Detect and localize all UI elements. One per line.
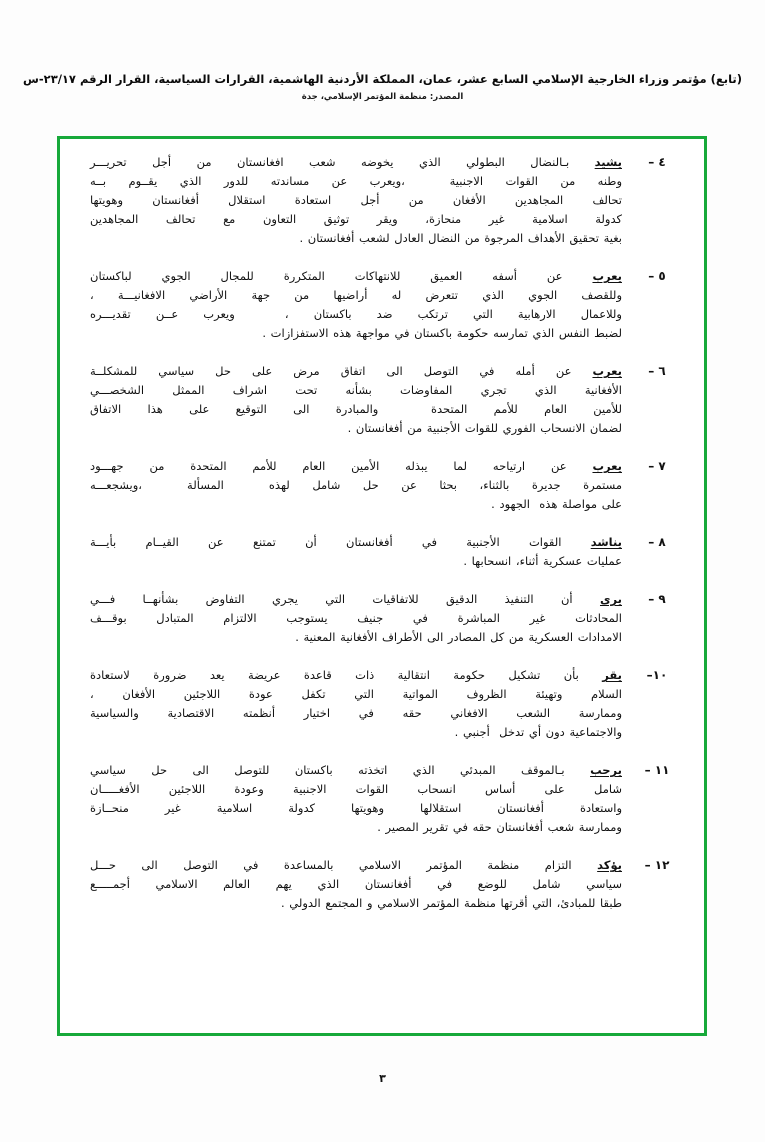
- clause-line: سياسي شامل للوضع في أفغانستان الذي يهم العالم الاسلامي أجمـــــع: [90, 877, 622, 891]
- clause-line: يؤكد التزام منظمة المؤتمر الاسلامي بالمساعدة في التوصل الى حـــل: [90, 858, 622, 872]
- clause-line: وللاعمال الارهابية التي ترتكب ضد باكستان ، ويعرب عــن تقديـــره: [90, 307, 622, 321]
- clause-line: عمليات عسكرية أثناء، انسحابها .: [463, 554, 622, 568]
- clause-line: المحادثات غير المباشرة في جنيف يستوجب الالتزام المتبادل بوقـــف: [90, 611, 622, 625]
- clause-text: [78, 457, 628, 514]
- clause-line: والاجتماعية دون أي تدخل أجنبي .: [454, 725, 622, 739]
- clause-line: الأفغانية الذي تجري المفاوضات بشأنه تحت اشراف الممثل الشخصـــي: [90, 383, 622, 397]
- clause-line: طبقا للمبادئ، التي أقرتها منظمة المؤتمر الاسلامي و المجتمع الدولي .: [280, 896, 622, 910]
- clause-number: ٤ –: [648, 155, 666, 169]
- clause-number: ٩ –: [648, 592, 666, 606]
- clause-list: [78, 153, 686, 1023]
- clause-line: لضمان الانسحاب الفوري للقوات الأجنبية من أفغانستان .: [347, 421, 622, 435]
- clause-line: السلام وتهيئة الظروف المواتية التي تكفل عودة اللاجئين الأفغان ،: [90, 687, 622, 701]
- clause: [78, 761, 686, 837]
- clause-keyword: يعرب: [592, 269, 622, 283]
- clause-keyword: يناشد: [590, 535, 622, 549]
- clause-line: للأمين العام للأمم المتحدة والمبادرة الى التوقيع على هذا الاتفاق: [90, 402, 622, 416]
- clause: [78, 457, 686, 514]
- clause-line: شامل على أساس انسحاب القوات الاجنبية وعودة اللاجئين الأفغـــــان: [90, 782, 622, 796]
- clause-number: ١١ –: [644, 763, 670, 777]
- clause-line: يرحب بـالموقف المبدئي الذي اتخذته باكستان للتوصل الى حل سياسي: [90, 763, 622, 777]
- document-header: [0, 72, 765, 102]
- clause-line: وللقصف الجوي الذي تتعرض له أراضيها من جهة الأراضي الافغانيـــة ،: [90, 288, 622, 302]
- clause-line: الامدادات العسكرية من كل المصادر الى الأطراف الأفغانية المعنية .: [295, 630, 622, 644]
- clause-line: يشيد بـالنضال البطولي الذي يخوضه شعب افغانستان من أجل تحريـــر: [90, 155, 622, 169]
- clause-line: يقر بأن تشكيل حكومة انتقالية ذات قاعدة عريضة يعد ضرورة لاستعادة: [90, 668, 622, 682]
- clause-text: [78, 362, 628, 438]
- clause-text: [78, 761, 628, 837]
- clause-number: ٧ –: [648, 459, 666, 473]
- clause: [78, 856, 686, 913]
- clause-keyword: يرى: [599, 592, 622, 606]
- clause-text: [78, 666, 628, 742]
- clause-line: يعرب عن ارتياحه لما يبذله الأمين العام للأمم المتحدة من جهـــود: [90, 459, 622, 473]
- clause-line: يرى أن التنفيذ الدقيق للاتفاقيات التي يجري التفاوض بشأنهــا فـــي: [90, 592, 622, 606]
- clause: [78, 362, 686, 438]
- clause-line: وطنه من القوات الاجنبية ،ويعرب عن مساندته للدور الذي يقــوم بــه: [90, 174, 622, 188]
- clause-text: [78, 590, 628, 647]
- clause-number: ٨ –: [648, 535, 666, 549]
- clause-line: بغية تحقيق الأهداف المرجوة من النضال العادل لشعب أفغانستان .: [299, 231, 622, 245]
- clause-number: ٦ –: [648, 364, 666, 378]
- clause-keyword: يشيد: [594, 155, 622, 169]
- clause-text: [78, 267, 628, 343]
- clause-keyword: يؤكد: [597, 858, 622, 872]
- page-number: ٣: [379, 1072, 386, 1085]
- clause: [78, 533, 686, 571]
- clause-text: [78, 856, 628, 913]
- clause-keyword: يعرب: [592, 364, 622, 378]
- document-title: (تابع) مؤتمر وزراء الخارجية الإسلامي السابع عشر، عمان، المملكة الأردنية الهاشمية، القرارات السياسية، القرار الرقم ٢٣/١٧-س: [23, 72, 742, 86]
- clause-text: [78, 533, 628, 571]
- clause-keyword: يعرب: [592, 459, 622, 473]
- clause: [78, 267, 686, 343]
- clause-line: وممارسة شعب أفغانستان حقه في تقرير المصير .: [377, 820, 622, 834]
- clause-line: يناشد القوات الأجنبية في أفغانستان أن تمتنع عن القيــام بأيـــة: [90, 535, 622, 549]
- clause-line: يعرب عن أمله في التوصل الى اتفاق مرض على حل سياسي للمشكلــة: [90, 364, 622, 378]
- clause-line: واستعادة أفغانستان استقلالها وهويتها كدولة اسلامية غير منحــازة: [90, 801, 622, 815]
- clause: [78, 666, 686, 742]
- clause-number: ٥ –: [648, 269, 666, 283]
- clause-line: لضبط النفس الذي تمارسه حكومة باكستان في مواجهة هذه الاستفزازات .: [262, 326, 622, 340]
- clause-text: [78, 153, 628, 248]
- clause-number: ١٢ –: [644, 858, 670, 872]
- clause-line: وممارسة الشعب الافغاني حقه في اختيار أنظمته الاقتصادية والسياسية: [90, 706, 622, 720]
- clause: [78, 153, 686, 248]
- clause-line: مستمرة جديرة بالثناء، بحثا عن حل شامل لهذه المسألة ،ويشجعـــه: [90, 478, 622, 492]
- document-source: المصدر: منظمة المؤتمر الإسلامي، جدة: [301, 92, 464, 102]
- clause: [78, 590, 686, 647]
- clause-keyword: يرحب: [590, 763, 622, 777]
- clause-line: كدولة اسلامية غير منحازة، ويقر توثيق التعاون مع تحالف المجاهدين: [90, 212, 622, 226]
- clause-number: ١٠–: [646, 668, 668, 682]
- clause-line: على مواصلة هذه الجهود .: [491, 497, 622, 511]
- document-content-frame: [57, 136, 707, 1036]
- clause-line: يعرب عن أسفه العميق للانتهاكات المتكررة للمجال الجوي لباكستان: [90, 269, 622, 283]
- clause-line: تحالف المجاهدين الأفغان من أجل استعادة استقلال أفغانستان وهويتها: [90, 193, 622, 207]
- clause-keyword: يقر: [602, 668, 622, 682]
